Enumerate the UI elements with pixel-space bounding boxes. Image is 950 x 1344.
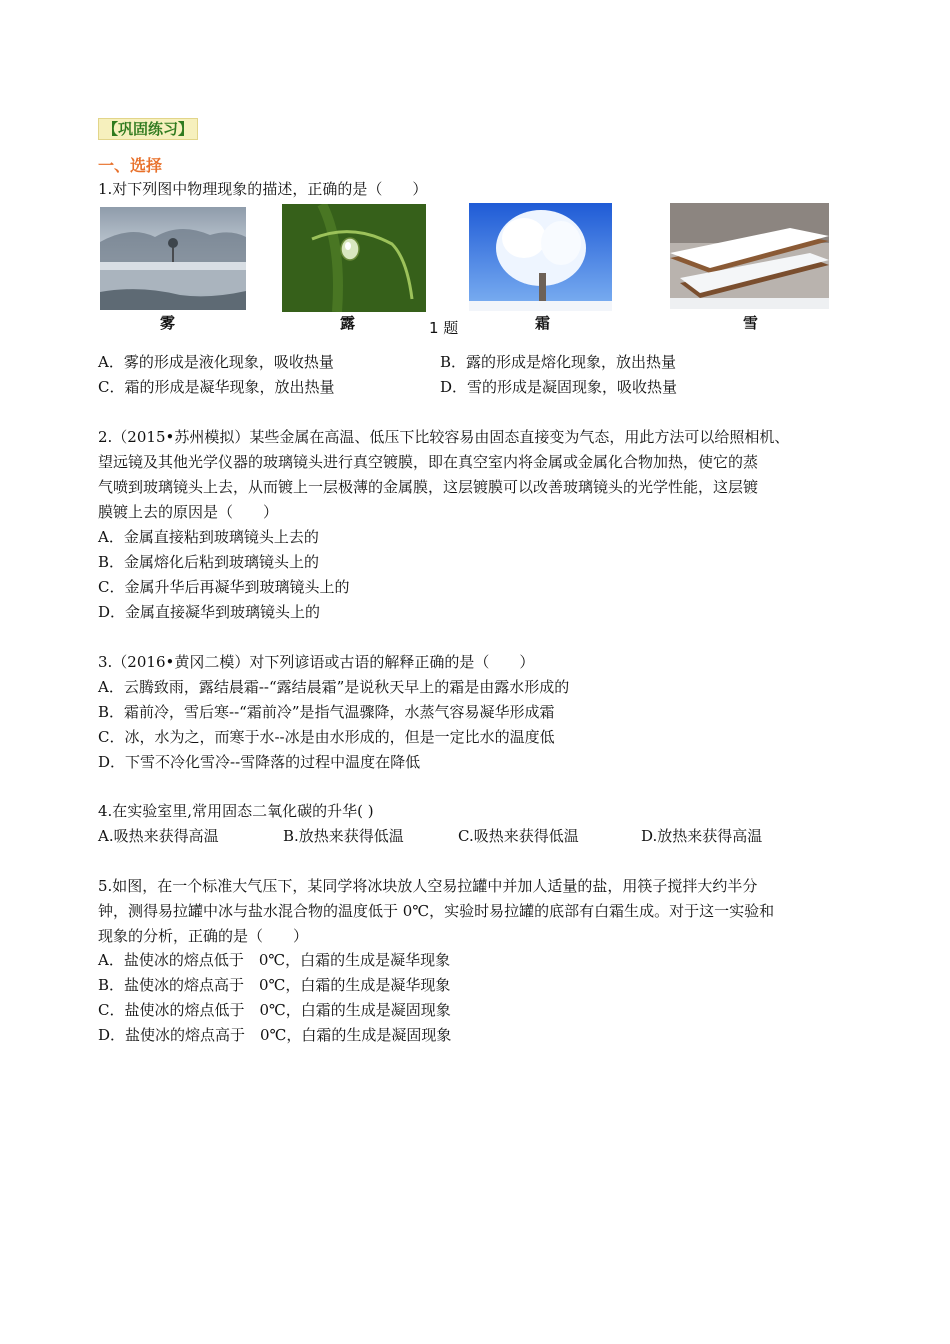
q2-option-c: C．金属升华后再凝华到玻璃镜头上的: [98, 578, 350, 596]
q1-option-c: C．霜的形成是凝华现象，放出热量: [98, 378, 335, 396]
fog-image: [100, 207, 246, 310]
q3-option-a: A．云腾致雨，露结晨霜--“露结晨霜”是说秋天早上的霜是由露水形成的: [98, 678, 570, 696]
q5-stem-line-2: 钟，测得易拉罐中冰与盐水混合物的温度低于 0℃，实验时易拉罐的底部有白霜生成。对于这一实验和: [98, 902, 775, 920]
q1-option-d: D．雪的形成是凝固现象，吸收热量: [440, 378, 678, 396]
q2-stem-line-3: 气喷到玻璃镜头上去，从而镀上一层极薄的金属膜，这层镀膜可以改善玻璃镜头的光学性能，这层镀: [98, 478, 759, 496]
q2-option-a: A．金属直接粘到玻璃镜头上去的: [98, 528, 319, 546]
q5-option-c: C．盐使冰的熔点低于 0℃，白霜的生成是凝固现象: [98, 1001, 451, 1019]
q3-option-b: B．霜前冷，雪后寒--“霜前冷”是指气温骤降，水蒸气容易凝华形成霜: [98, 703, 555, 721]
q3-option-d: D．下雪不冷化雪冷--雪降落的过程中温度在降低: [98, 753, 421, 771]
q1-stem: 1.对下列图中物理现象的描述，正确的是（ ）: [98, 180, 428, 198]
q4-stem: 4.在实验室里,常用固态二氧化碳的升华( ): [98, 802, 374, 820]
dew-image: [282, 204, 426, 312]
q4-option-d: D.放热来获得高温: [641, 827, 763, 845]
q5-option-b: B．盐使冰的熔点高于 0℃，白霜的生成是凝华现象: [98, 976, 451, 994]
q2-stem-line-4: 膜镀上去的原因是（ ）: [98, 503, 279, 521]
q2-stem-line-2: 望远镜及其他光学仪器的玻璃镜头进行真空镀膜，即在真空室内将金属或金属化合物加热，使它的蒸: [98, 453, 759, 471]
q1-option-a: A．雾的形成是液化现象，吸收热量: [98, 353, 334, 371]
q2-option-b: B．金属熔化后粘到玻璃镜头上的: [98, 553, 320, 571]
q3-option-c: C．冰，水为之，而寒于水--冰是由水形成的，但是一定比水的温度低: [98, 728, 555, 746]
caption-snow: 雪: [743, 314, 759, 332]
q2-stem-line-1: 2.（2015•苏州模拟）某些金属在高温、低压下比较容易由固态直接变为气态，用此方法可以给照相机、: [98, 428, 790, 446]
caption-frost: 霜: [535, 314, 551, 332]
q4-option-b: B.放热来获得低温: [283, 827, 404, 845]
q5-stem-line-1: 5.如图，在一个标准大气压下，某同学将冰块放人空易拉罐中并加人适量的盐，用筷子搅拌大约半分: [98, 877, 758, 895]
caption-dew: 露: [340, 314, 356, 332]
q5-option-d: D．盐使冰的熔点高于 0℃，白霜的生成是凝固现象: [98, 1026, 452, 1044]
figure-label: 1 题: [429, 319, 459, 337]
caption-fog: 雾: [160, 314, 176, 332]
section-title: 一、选择: [98, 156, 163, 175]
exercise-header: 【巩固练习】: [98, 118, 198, 140]
q4-option-a: A.吸热来获得高温: [98, 827, 219, 845]
q3-stem: 3.（2016•黄冈二模）对下列谚语或古语的解释正确的是（ ）: [98, 653, 535, 671]
frost-image: [469, 203, 612, 311]
q4-option-c: C.吸热来获得低温: [458, 827, 579, 845]
q5-stem-line-3: 现象的分析，正确的是（ ）: [98, 927, 309, 945]
snow-image: [670, 203, 829, 309]
q5-option-a: A．盐使冰的熔点低于 0℃，白霜的生成是凝华现象: [98, 951, 451, 969]
q1-option-b: B．露的形成是熔化现象，放出热量: [440, 353, 677, 371]
q2-option-d: D．金属直接凝华到玻璃镜头上的: [98, 603, 321, 621]
